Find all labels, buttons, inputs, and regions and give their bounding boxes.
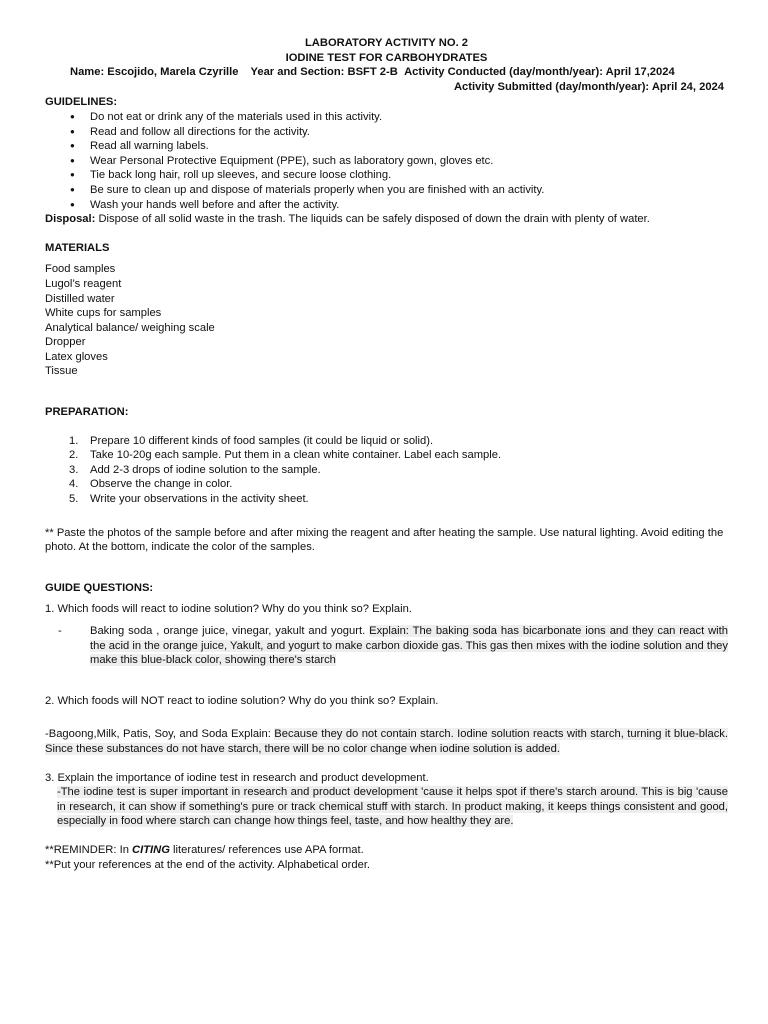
materials-heading: MATERIALS xyxy=(45,241,110,254)
material-item: Tissue xyxy=(45,365,78,378)
reminder-apa: **REMINDER: In CITING literatures/ references use APA format. xyxy=(45,843,364,856)
answer-2: -Bagoong,Milk, Patis, Soy, and Soda Explain: Because they do not contain starch. Iodine solution reacts with starch, turning it blue-black. Since these substances do not have starch, there will be no color change when iodine solution is added. xyxy=(45,728,728,755)
material-item: Analytical balance/ weighing scale xyxy=(45,321,215,334)
answer-1: - Baking soda , orange juice, vinegar, yakult and yogurt. Explain: The baking soda has bicarbonate ions and they can react with the acid in the orange juice, Yakult, and yogurt to make carbon dioxide gas. This gas then mixes with the iodine solution and they make this blue-black color, showing there's starch xyxy=(58,625,729,667)
disposal-paragraph xyxy=(45,212,728,227)
guidelines-list xyxy=(45,110,728,212)
reminder-references: **Put your references at the end of the activity. Alphabetical order. xyxy=(45,858,371,871)
guideline-item: ● Tie back long hair, roll up sleeves, and secure loose clothing. xyxy=(90,168,728,183)
materials-list xyxy=(45,262,728,379)
preparation-heading: PREPARATION: xyxy=(45,406,129,419)
guideline-item: ● Be sure to clean up and dispose of materials properly when you are finished with an activity. xyxy=(90,183,728,198)
question-1: 1. Which foods will react to iodine solution? Why do you think so? Explain. xyxy=(45,603,412,616)
student-name: Name: Escojido, Marela Czyrille xyxy=(70,66,239,79)
date-submitted: Activity Submitted (day/month/year): April 24, 2024 xyxy=(453,80,724,93)
material-item: Dropper xyxy=(45,336,86,349)
material-item: White cups for samples xyxy=(45,307,162,320)
preparation-step: 4. Observe the change in color. xyxy=(69,478,233,491)
guideline-item: ● Wear Personal Protective Equipment (PPE), such as laboratory gown, gloves etc. xyxy=(90,154,728,169)
activity-subtitle: IODINE TEST FOR CARBOHYDRATES xyxy=(285,51,488,64)
preparation-step: 3. Add 2-3 drops of iodine solution to the sample. xyxy=(69,463,321,476)
preparation-step: 5. Write your observations in the activity sheet. xyxy=(69,493,309,506)
guideline-item: ● Do not eat or drink any of the materials used in this activity. xyxy=(90,110,728,125)
material-item: Lugol’s reagent xyxy=(45,277,122,290)
activity-title: LABORATORY ACTIVITY NO. 2 xyxy=(304,37,469,49)
question-3: 3. Explain the importance of iodine test in research and product development. xyxy=(45,771,429,784)
guidelines-heading: GUIDELINES: xyxy=(45,96,118,109)
preparation-list xyxy=(45,434,728,507)
material-item: Distilled water xyxy=(45,292,115,305)
guideline-item: ● Read and follow all directions for the activity. xyxy=(90,125,728,140)
photo-note: ** Paste the photos of the sample before and after mixing the reagent and after heating the sample. Use natural lighting. Avoid editing the photo. At the bottom, indicate the color of the samples. xyxy=(45,526,724,554)
preparation-step: 2. Take 10-20g each sample. Put them in a clean white container. Label each sample. xyxy=(69,449,502,462)
guideline-item: ● Wash your hands well before and after the activity. xyxy=(90,198,728,213)
material-item: Latex gloves xyxy=(45,350,108,363)
preparation-step: 1. Prepare 10 different kinds of food samples (it could be liquid or solid). xyxy=(69,434,434,447)
answer-3: -The iodine test is super important in research and product development 'cause it helps spot if there's starch around. This is big 'cause in research, it can show if something's pure or track chemical stuff with starch. In product making, it keeps things consistent and good, especially in food where starch can change how things feel, taste, and how healthy they are. xyxy=(57,786,728,828)
date-conducted: Activity Conducted (day/month/year): April 17,2024 xyxy=(404,66,675,79)
guideline-item: ● Read all warning labels. xyxy=(90,139,728,154)
guide-questions-heading: GUIDE QUESTIONS: xyxy=(45,581,154,594)
disposal-text: Dispose of all solid waste in the trash. The liquids can be safely disposed of down the drain with plenty of water. xyxy=(95,213,650,226)
student-info-row xyxy=(45,65,728,80)
year-section: Year and Section: BSFT 2-B xyxy=(250,66,398,79)
question-2: 2. Which foods will NOT react to iodine solution? Why do you think so? Explain. xyxy=(45,694,439,707)
disposal-label: Disposal: xyxy=(45,213,96,226)
material-item: Food samples xyxy=(45,263,116,276)
